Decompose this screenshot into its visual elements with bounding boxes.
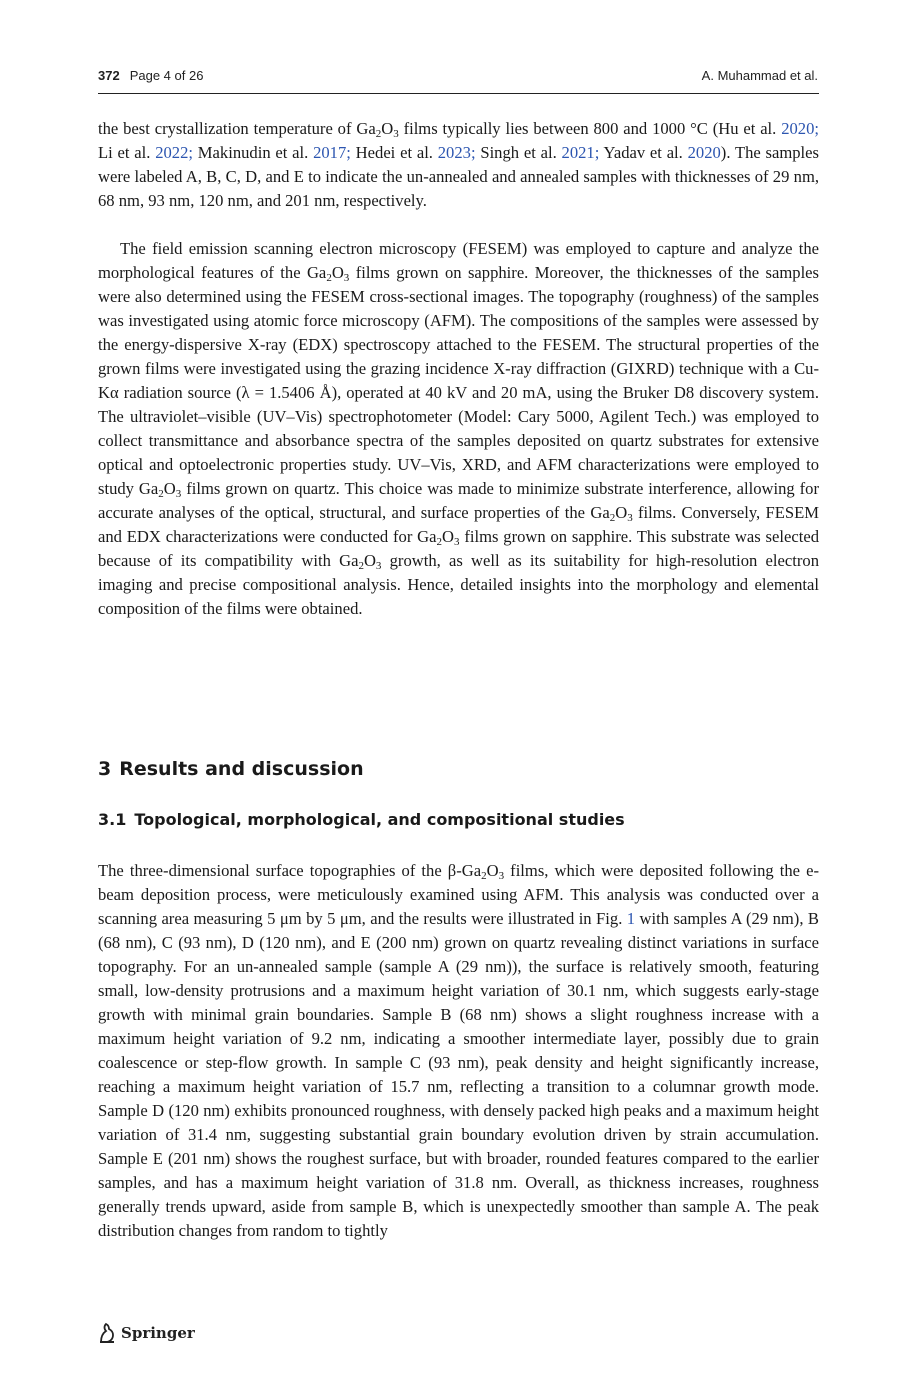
text-run: with samples A (29 nm), B (68 nm), C (93 nm), D (120 nm), and E (200 nm) grown on quartz revealing distinct variations in surface topography. For an un-annealed sample (sample A (29 nm)), the surface is relatively smooth, featuring small, low-density protrusions and a maximum height variation of 30.1 nm, which suggests early-stage growth with minimal grain boundaries. Sample B (68 nm) shows a slight roughness increase with a maximum height variation of 9.2 nm, indicating a smoother intermediate layer, possibly due to grain coalescence or step-flow growth. In sample C (93 nm), peak density and height significantly increase, reaching a maximum height variation of 15.7 nm, reflecting a transition to a columnar growth mode. Sample D (120 nm) exhibits pronounced roughness, with densely packed high peaks and a maximum height variation of 31.4 nm, suggesting substantial grain boundary evolution driven by strain accumulation. Sample E (201 nm) shows the roughest surface, but with broader, rounded features compared to the earlier samples, and has a maximum height variation of 31.8 nm. Overall, as thickness increases, roughness generally trends upward, aside from sample B, which is unexpectedly smoother than sample A. The peak distribution changes from random to tightly [98,909,819,1240]
subsection-number: 3.1 [98,810,127,829]
text-run: films, which were deposited following the e-beam deposition process, were meticulously examined using AFM. This analysis was conducted over a scanning area measuring 5 μm by 5 μm, and the results were illustrated in Fig. [98,861,819,928]
paragraph-afm-topography [98,859,819,1243]
citation-link[interactable]: 2020; [781,119,819,138]
text-run: O [363,551,376,570]
text-run: O [331,263,344,282]
text-run: The three-dimensional surface topographies of the β-Ga [98,861,482,880]
text-run: growth, as well as its suitability for high-resolution electron imaging and precise compositional analysis. Hence, detailed insights into the morphology and elemental composition of the films were obtained. [98,551,819,618]
subscript: 2 [326,272,332,284]
page-number: 372 [98,68,120,83]
running-header [98,66,818,88]
section-title: Results and discussion [119,758,364,780]
citation-link[interactable]: 2017; [313,143,351,162]
publisher-name: Springer [121,1324,195,1342]
subsection-title: Topological, morphological, and compositional studies [134,810,625,829]
subscript: 3 [393,128,399,140]
springer-horse-icon [97,1322,117,1344]
text-run: O [442,527,455,546]
text-run: Singh et al. [475,143,562,162]
subscript: 2 [609,512,616,524]
text-run: Yadav et al. [599,143,688,162]
citation-link[interactable]: 2022; [155,143,194,162]
text-run: Hedei et al. [350,143,438,162]
text-run: the best crystallization temperature of Ga [98,119,376,138]
subscript: 3 [454,536,460,548]
text-run: The field emission scanning electron microscopy (FESEM) was employed to capture and analyze the morphological features of the Ga [98,239,819,282]
section-number: 3 [98,758,112,780]
text-run: O [381,119,394,138]
text-run: films grown on sapphire. Moreover, the thicknesses of the samples were also determined using the FESEM cross-sectional images. The topography (roughness) of the samples was investigated using atomic force microscopy (AFM). The compositions of the samples were assessed by the energy-dispersive X-ray (EDX) spectroscopy attached to the FESEM. The structural properties of the grown films were investigated using the grazing incidence X-ray diffraction (GIXRD) technique with a Cu-Kα radiation source (λ = 1.5406 Å), operated at 40 kV and 20 mA, using the Bruker D8 discovery system. The ultraviolet–visible (UV–Vis) spectrophotometer (Model: Cary 5000, Agilent Tech.) was employed to collect transmittance and absorbance spectra of the samples deposited on quartz substrates for extensive optical and optoelectronic properties study. UV–Vis, XRD, and AFM characterizations were employed to study Ga [98,263,819,498]
subsection-heading [98,810,625,829]
figure-link[interactable]: 1 [626,909,636,928]
text-run: Li et al. [98,143,156,162]
header-rule [98,93,819,94]
citation-link[interactable]: 2021; [561,143,600,162]
citation-link[interactable]: 2020 [687,143,721,162]
header-authors: A. Muhammad et al. [701,68,818,83]
subscript: 2 [158,488,164,500]
subscript: 3 [175,488,182,500]
text-run: films grown on quartz. This choice was made to minimize substrate interference, allowing for accurate analyses of the optical, structural, and surface properties of the Ga [98,479,819,522]
text-run: O [163,479,176,498]
subscript: 3 [343,272,350,284]
text-run: films grown on sapphire. This substrate was selected because of its compatibility with Ga [98,527,819,570]
text-run: ). The samples were labeled A, B, C, D, and E to indicate the un-annealed and annealed samples with thicknesses of 29 nm, 68 nm, 93 nm, 120 nm, and 201 nm, respectively. [98,143,819,210]
citation-link[interactable]: 2023; [437,143,476,162]
paragraph-methods [98,237,819,621]
text-run: films. Conversely, FESEM and EDX characterizations were conducted for Ga [98,503,819,546]
subscript: 3 [375,560,382,572]
subscript: 2 [358,560,364,572]
section-heading [98,758,364,780]
text-run: films typically lies between 800 and 1000 °C (Hu et al. [398,119,782,138]
page-info: Page 4 of 26 [129,68,204,83]
text-run: O [486,861,499,880]
publisher-footer [97,1320,195,1346]
text-run: Makinudin et al. [193,143,314,162]
paragraph-crystallization [98,117,819,213]
subscript: 2 [375,128,382,140]
subscript: 3 [627,512,633,524]
subscript: 3 [498,870,505,882]
subscript: 2 [481,870,487,882]
subscript: 2 [436,536,443,548]
text-run: O [615,503,628,522]
header-left [98,68,203,83]
